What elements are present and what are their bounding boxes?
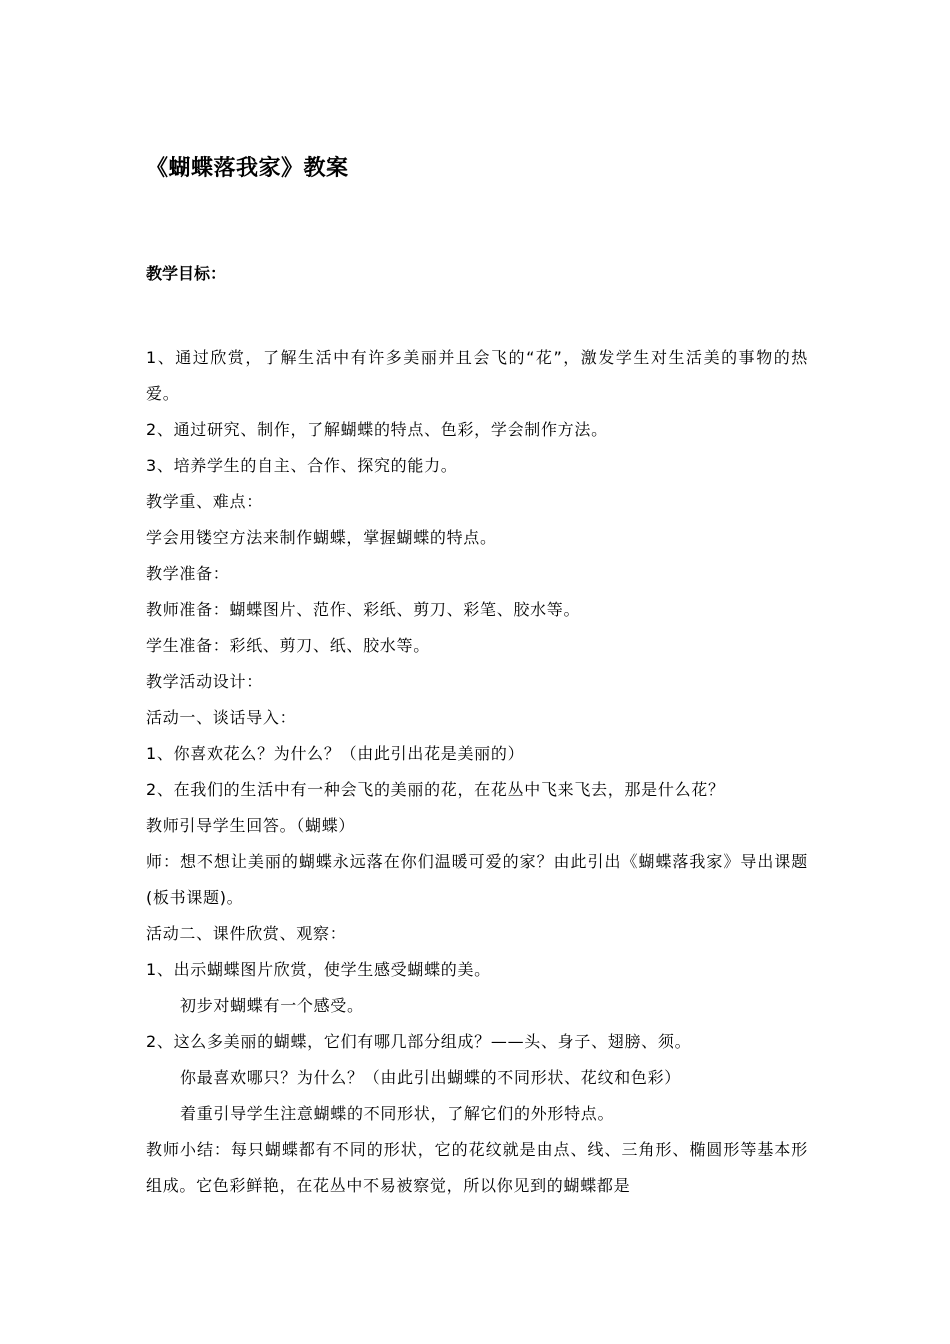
paragraph: 教学重、难点：	[146, 492, 263, 511]
paragraph: 学生准备：彩纸、剪刀、纸、胶水等。	[146, 636, 430, 655]
paragraph: 初步对蝴蝶有一个感受。	[180, 996, 364, 1015]
paragraph: 2、通过研究、制作，了解蝴蝶的特点、色彩，学会制作方法。	[146, 420, 608, 439]
paragraph: 你最喜欢哪只？为什么？（由此引出蝴蝶的不同形状、花纹和色彩）	[180, 1068, 682, 1087]
paragraph: 教学准备：	[146, 564, 230, 583]
paragraph: 教师准备：蝴蝶图片、范作、彩纸、剪刀、彩笔、胶水等。	[146, 600, 581, 619]
paragraph: 教学活动设计：	[146, 672, 263, 691]
paragraph: 1、出示蝴蝶图片欣赏，使学生感受蝴蝶的美。	[146, 960, 491, 979]
paragraph: 3、培养学生的自主、合作、探究的能力。	[146, 456, 458, 475]
document-title: 《蝴蝶落我家》教案	[146, 156, 349, 181]
paragraph: 活动一、谈话导入：	[146, 708, 297, 727]
paragraph: 教师引导学生回答。（蝴蝶）	[146, 816, 356, 835]
paragraph: 师：想不想让美丽的蝴蝶永远落在你们温暖可爱的家？由此引出《蝴蝶落我家》导出课题(板书课题)。	[146, 852, 808, 907]
paragraph: 2、这么多美丽的蝴蝶，它们有哪几部分组成？——头、身子、翅膀、须。	[146, 1032, 692, 1051]
paragraph: 着重引导学生注意蝴蝶的不同形状，了解它们的外形特点。	[180, 1104, 615, 1123]
section-heading-objectives: 教学目标：	[146, 264, 227, 283]
paragraph: 1、你喜欢花么？为什么？（由此引出花是美丽的）	[146, 744, 525, 763]
paragraph: 2、在我们的生活中有一种会飞的美丽的花，在花丛中飞来飞去，那是什么花？	[146, 780, 725, 799]
paragraph: 1、通过欣赏，了解生活中有许多美丽并且会飞的“花”，激发学生对生活美的事物的热爱。	[146, 348, 808, 403]
paragraph: 教师小结：每只蝴蝶都有不同的形状，它的花纹就是由点、线、三角形、椭圆形等基本形组成。它色彩鲜艳，在花丛中不易被察觉，所以你见到的蝴蝶都是	[146, 1140, 808, 1195]
paragraph: 活动二、课件欣赏、观察：	[146, 924, 347, 943]
document-body	[146, 340, 808, 1204]
paragraph: 学会用镂空方法来制作蝴蝶，掌握蝴蝶的特点。	[146, 528, 497, 547]
